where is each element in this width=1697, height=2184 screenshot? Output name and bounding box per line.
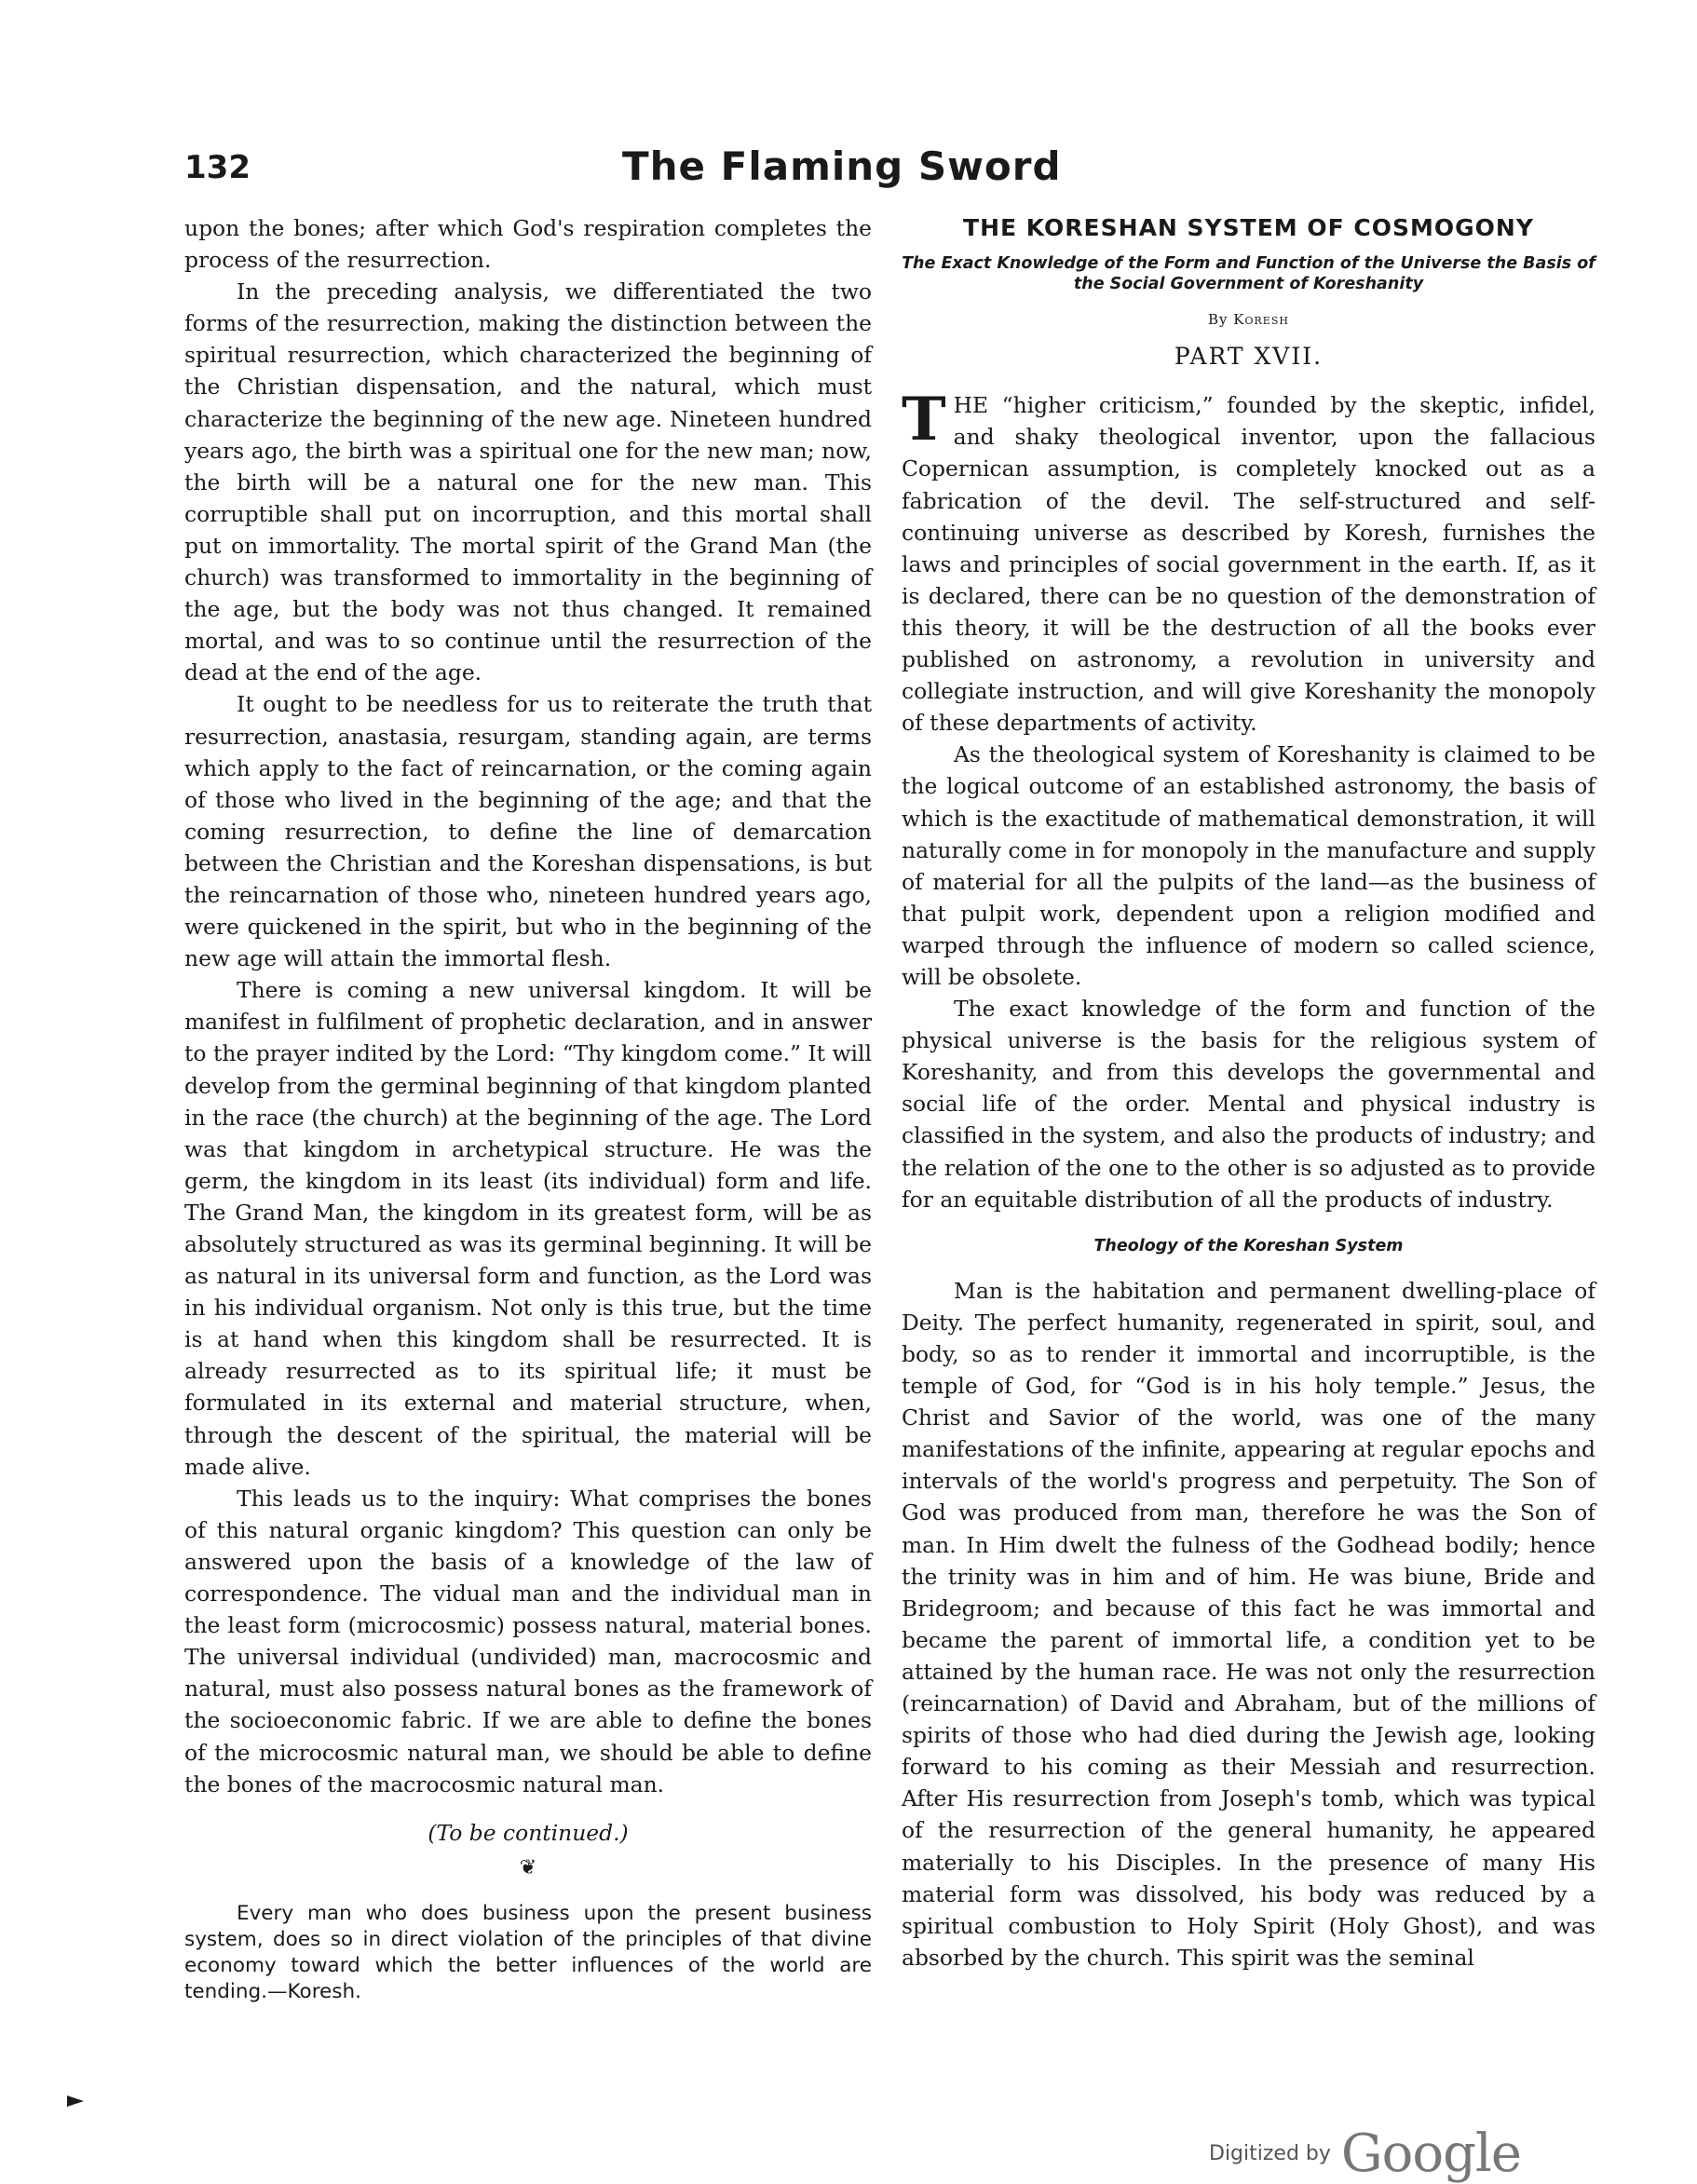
left-column (184, 212, 872, 2005)
article-subtitle: The Exact Knowledge of the Form and Function of the Universe the Basis of the Social Government of Koreshanity (902, 254, 1595, 294)
byline (902, 304, 1595, 335)
paragraph: As the theological system of Koreshanity is claimed to be the logical outcome of an established astronomy, the basis of which is the exactitude of mathematical demonstration, it will naturally come in for monopoly in the manufacture and supply of material for all the pulpits of the land—as the business of that pulpit work, dependent upon a religion modified and warped through the influence of modern so called science, will be obsolete. (902, 741, 1595, 990)
paragraph: This leads us to the inquiry: What comprises the bones of this natural organic kingdom? This question can only be answered upon the basis of a knowledge of the law of correspondence. The vidual man and the individual man in the least form (microcosmic) possess natural, material bones. The universal individual (undivided) man, macrocosmic and natural, must also possess natural bones as the framework of the socioeconomic fabric. If we are able to define the bones of the microcosmic natural man, we should be able to define the bones of the macrocosmic natural man. (184, 1485, 872, 1797)
paragraph: There is coming a new universal kingdom. It will be manifest in fulfilment of prophetic declaration, and in answer to the prayer indited by the Lord: “Thy kingdom come.” It will develop from the germinal beginning of that kingdom planted in the race (the church) at the beginning of the age. The Lord was that kingdom in archetypical structure. He was the germ, the kingdom in its least (its individual) form and life. The Grand Man, the kingdom in its greatest form, will be as absolutely structured as was its germinal beginning. It will be as natural in its universal form and function, as the Lord was in his individual organism. Not only is this true, but the time is at hand when this kingdom shall be resurrected. It is already resurrected as to its spiritual life; it must be formulated in its external and material structure, when, through the descent of the spiritual, the material will be made alive. (184, 977, 872, 1480)
paragraph: The exact knowledge of the form and function of the physical universe is the basis for the religious system of Koreshanity, and from this develops the governmental and social life of the order. Mental and physical industry is classified in the system, and also the products of industry; and the relation of the one to the other is so adjusted as to provide for an equitable distribution of all the products of industry. (902, 996, 1595, 1213)
paragraph: Man is the habitation and permanent dwelling-place of Deity. The perfect humanity, regenerated in spirit, soul, and body, so as to render it immortal and incorruptible, is the temple of God, for “God is in his holy temple.” Jesus, the Christ and Savior of the world, was one of the many manifestations of the infinite, appearing at regular epochs and intervals of the world's progress and perpetuity. The Son of God was produced from man, therefore he was the Son of man. In Him dwelt the fulness of the Godhead bodily; hence the trinity was in him and of him. He was biune, Bride and Bridegroom; and because of this fact he was immortal and became the parent of immortal life, a condition yet to be attained by the human race. He was not only the resurrection (reincarnation) of David and Abraham, but of the millions of spirits of those who had died during the Jewish age, looking forward to his coming as their Messiah and resurrection. After His resurrection from Joseph's tomb, which was typical of the resurrection of the general humanity, he appeared materially to his Disciples. In the presence of many His material form was dissolved, his body was reduced by a spiritual combustion to Holy Spirit (Holy Ghost), and was absorbed by the church. This spirit was the seminal (902, 1277, 1595, 1971)
running-title: The Flaming Sword (622, 143, 1062, 189)
paragraph: upon the bones; after which God's respiration completes the process of the resurrection. (184, 215, 872, 274)
section-heading: Theology of the Koreshan System (1093, 1236, 1404, 1255)
byline-prefix: By (1208, 311, 1229, 329)
watermark-brand: Google (1340, 2123, 1521, 2184)
byline-author: Koresh (1233, 311, 1289, 329)
page-header (184, 143, 1153, 205)
paragraph: In the preceding analysis, we differentiated the two forms of the resurrection, making the distinction between the spiritual resurrection, which characterized the beginning of the Christian dispensation, and the natural, which must characterize the beginning of the new age. Nineteen hundred years ago, the birth was a spiritual one for the new man; now, the birth will be a natural one for the new man. This corruptible shall put on incorruption, and this mortal shall put on immortality. The mortal spirit of the Grand Man (the church) was transformed to immortality in the beginning of the age, but the body was not thus changed. It remained mortal, and was to so continue until the resurrection of the dead at the end of the age. (184, 278, 872, 686)
watermark-prefix: Digitized by (1209, 2142, 1331, 2165)
page-number: 132 (184, 149, 251, 186)
part-heading: PART XVII. (1174, 343, 1324, 371)
paragraph: It ought to be needless for us to reiterate the truth that resurrection, anastasia, resurgam, standing again, are terms which apply to the fact of reincarnation, or the coming again of those who lived in the beginning of the age; and that the coming resurrection, to define the line of demarcation between the Christian and the Koreshan dispensations, is but the reincarnation of those who, nineteen hundred years ago, were quickened in the spirit, but who in the beginning of the new age will attain the immortal flesh. (184, 691, 872, 972)
article-title: THE KORESHAN SYSTEM OF COSMOGONY (963, 214, 1534, 241)
koresh-quote: Every man who does business upon the present business system, does so in direct violation of the principles of that divine economy toward which the better influences of the world are tending.—Koresh. (184, 1901, 872, 2003)
digitized-watermark (1209, 2123, 1521, 2184)
page-edge-mark-icon (67, 2096, 84, 2107)
right-column (902, 212, 1595, 1974)
ornament-icon: ❦ (519, 1855, 537, 1879)
paragraph-text: HE “higher criticism,” founded by the skeptic, infidel, and shaky theological inventor, upon the fallacious Copernican assumption, is completely knocked out as a fabrication of the devil. The self-structured and self-continuing universe as described by Koresh, furnishes the laws and principles of social government in the earth. If, as it is declared, there can be no question of the demonstration of this theory, it will be the destruction of all the books ever published on astronomy, a revolution in university and collegiate instruction, and will give Koreshanity the monopoly of these departments of activity. (902, 392, 1595, 737)
paragraph (902, 385, 1595, 739)
drop-cap: T (902, 385, 946, 455)
to-be-continued-note: (To be continued.) (428, 1819, 629, 1846)
